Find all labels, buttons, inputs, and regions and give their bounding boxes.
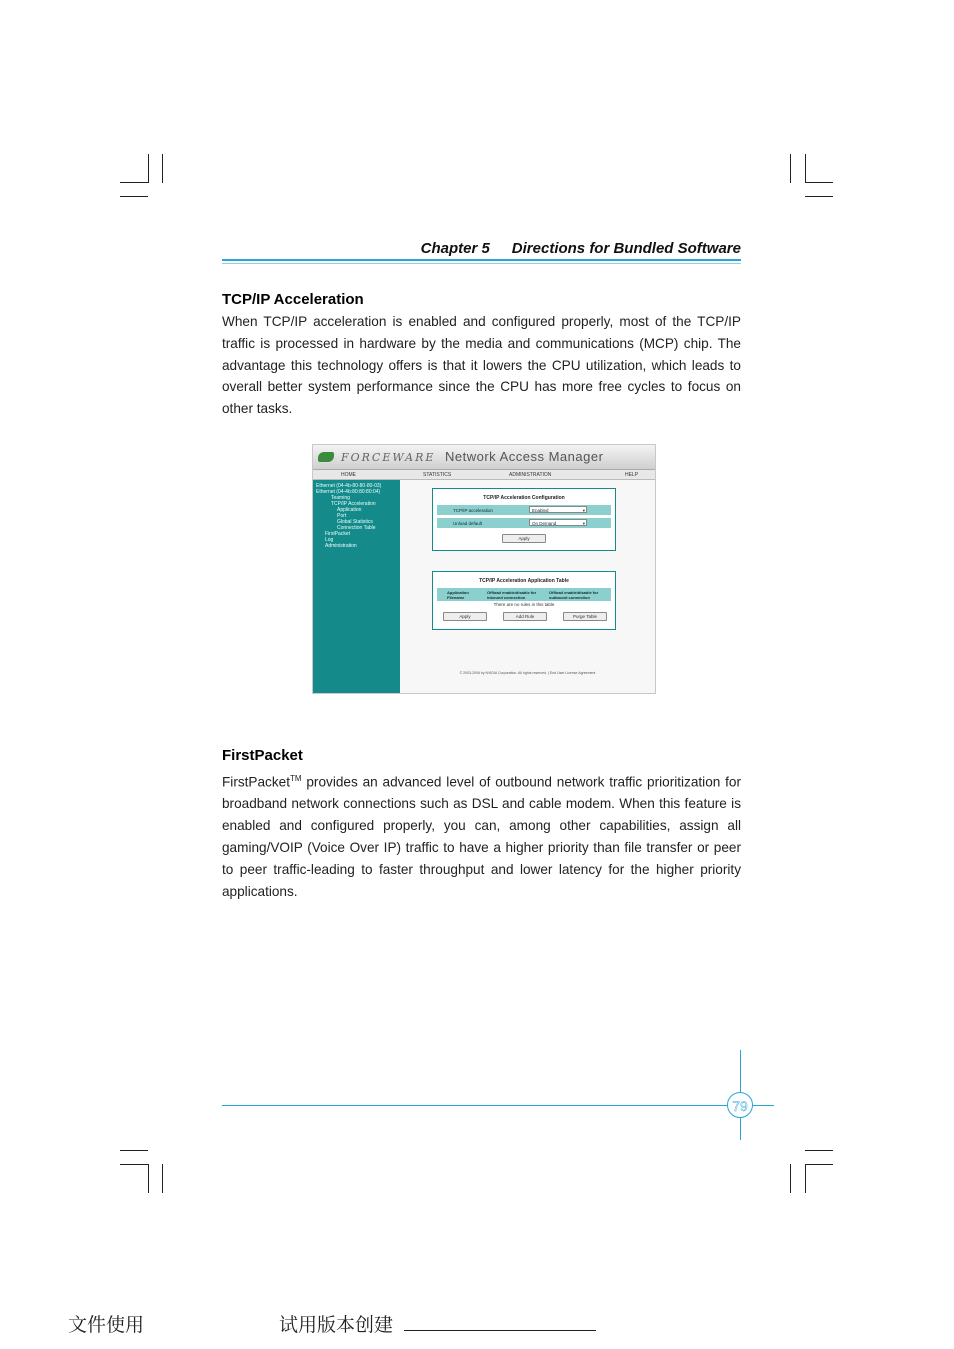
crop-mark	[805, 1150, 833, 1151]
unload-select[interactable]: On Demand ▾	[529, 519, 587, 526]
network-access-manager-screenshot	[312, 444, 656, 694]
chevron-down-icon: ▾	[582, 521, 585, 526]
chevron-down-icon: ▾	[582, 508, 585, 513]
crop-mark	[805, 1164, 806, 1193]
watermark-underline	[404, 1330, 596, 1331]
config-row	[437, 505, 611, 515]
footer-rule	[222, 1105, 774, 1106]
crop-mark	[790, 154, 791, 183]
tree-item[interactable]: Port	[337, 513, 347, 519]
application-table-panel	[432, 571, 616, 630]
nav-help[interactable]: HELP	[625, 472, 639, 478]
tree-item[interactable]: FirstPacket	[325, 531, 351, 537]
firstpacket-paragraph: FirstPacket™ provides an advanced level of outbound network traffic prioritization for broadband network connections such as DSL and cable modem. When this feature is enabled and configured properly, you can, among other capabilities, assign all gaming/VOIP (Voice Over IP) traffic to have a higher priority than file transfer or peer to peer traffic-leading to faster throughput and lower latency for the higher priority applications.	[222, 774, 741, 899]
crop-mark	[120, 196, 148, 197]
tree-item[interactable]: Administration	[325, 543, 357, 549]
watermark-left: 文件使用	[68, 1314, 145, 1336]
col-header: Offload enable/disable for outbound connection	[549, 590, 599, 600]
watermark-right: 试用版本创建	[279, 1314, 394, 1336]
crop-mark	[805, 182, 833, 183]
crop-mark	[805, 1164, 833, 1165]
app-title-bar	[313, 445, 655, 470]
acceleration-select[interactable]: Enabled ▾	[529, 506, 587, 513]
table-header	[437, 588, 611, 601]
forceware-logo: FORCEWARE	[341, 451, 436, 464]
apply-button[interactable]: Apply	[502, 534, 546, 543]
main-pane	[400, 480, 655, 693]
table-title: TCP/IP Acceleration Application Table	[479, 578, 569, 584]
running-header	[222, 240, 741, 257]
tree-item[interactable]: Application	[337, 507, 362, 513]
app-title: Network Access Manager	[445, 449, 604, 464]
tcpip-paragraph: When TCP/IP acceleration is enabled and configured properly, most of the TCP/IP traffic is processed in hardware by the media and communications (MCP) chip. The advantage this technology offers is that it lowers the CPU utilization, which leads to overall better system performance since the CPU has more free cycles to focus on other tasks.	[222, 314, 741, 417]
crop-mark	[120, 182, 148, 183]
crop-mark	[148, 154, 149, 183]
config-panel	[432, 488, 616, 551]
tree-item[interactable]: Ethernet (04-4b:80:80:80:04)	[316, 489, 381, 495]
nav-home[interactable]: HOME	[341, 472, 356, 478]
col-header: Application Filename	[447, 590, 469, 600]
crop-mark	[162, 154, 163, 183]
header-rule-thin	[222, 263, 741, 264]
crop-mark	[148, 1164, 149, 1193]
page-number: 79	[727, 1092, 753, 1118]
config-title: TCP/IP Acceleration Configuration	[483, 495, 565, 501]
section-heading-tcpip: TCP/IP Acceleration	[222, 291, 364, 308]
crop-mark	[805, 154, 806, 183]
header-rule	[222, 259, 741, 261]
row-label: TCP/IP acceleration	[453, 508, 493, 513]
sidebar-tree	[313, 480, 400, 693]
nav-administration[interactable]: ADMINISTRATION	[509, 472, 552, 478]
crop-mark	[162, 1164, 163, 1193]
tree-item[interactable]: Global Statistics	[337, 519, 373, 525]
section-heading-firstpacket: FirstPacket	[222, 747, 303, 764]
crop-mark	[790, 1164, 791, 1193]
nav-bar	[313, 470, 655, 480]
crop-mark	[120, 1150, 148, 1151]
row-label: Unload default	[453, 521, 483, 526]
empty-table-message: There are no rules in this table	[493, 602, 555, 607]
tree-item[interactable]: Teaming	[331, 495, 350, 501]
tree-item[interactable]: TCP/IP Acceleration	[331, 501, 376, 507]
col-header: Offload enable/disable for inbound connection	[487, 590, 537, 600]
chapter-label: Chapter 5	[420, 240, 490, 257]
tree-item[interactable]: Ethernet (04-4b-80-80-80-03)	[316, 483, 382, 489]
nvidia-eye-icon	[318, 452, 334, 462]
crop-mark	[120, 1164, 148, 1165]
purge-table-button[interactable]: Purge Table	[563, 612, 607, 621]
trademark-mark: TM	[289, 774, 302, 783]
table-apply-button[interactable]: Apply	[443, 612, 487, 621]
copyright-text: © 2003-2006 by NVIDIA Corporation. All rights reserved. | End User License Agreement	[459, 671, 596, 675]
tree-item[interactable]: Log	[325, 537, 334, 543]
add-rule-button[interactable]: Add Rule	[503, 612, 547, 621]
crop-mark	[805, 196, 833, 197]
config-row	[437, 518, 611, 528]
nav-statistics[interactable]: STATISTICS	[423, 472, 452, 478]
chapter-title: Directions for Bundled Software	[511, 240, 741, 257]
tree-item[interactable]: Connection Table	[337, 525, 376, 531]
